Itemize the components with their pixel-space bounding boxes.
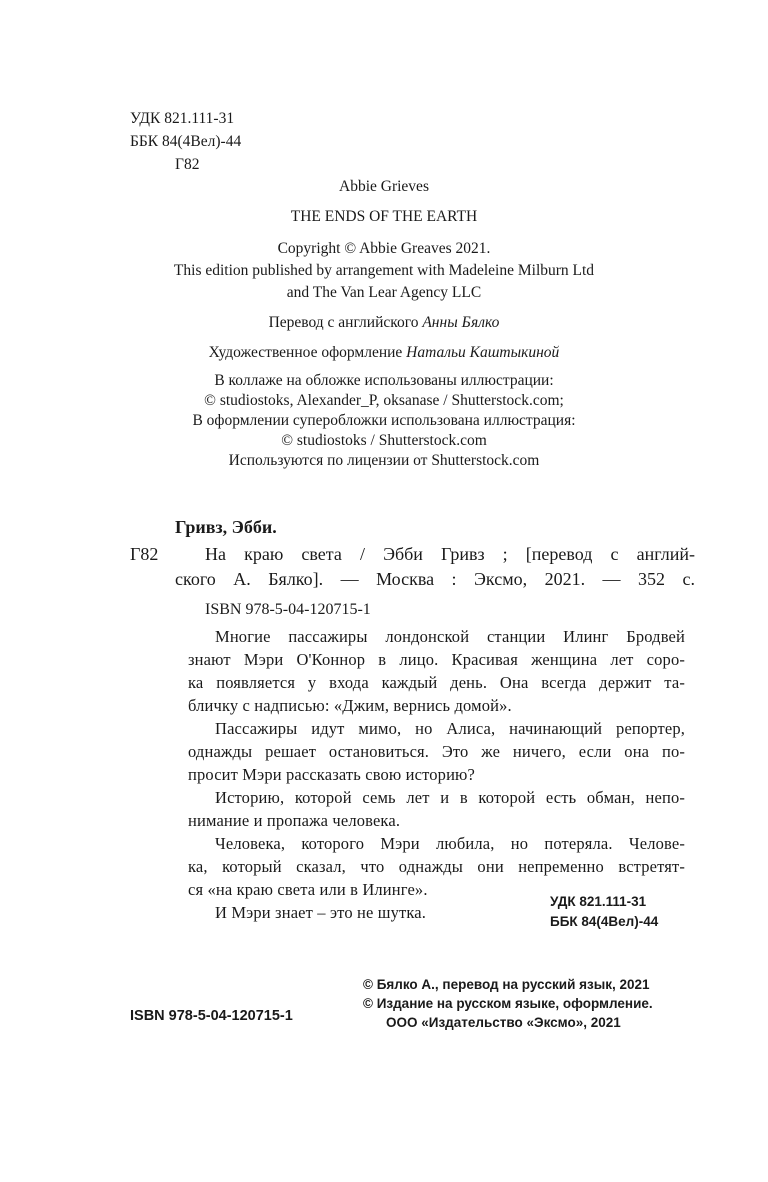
annotation-line: Многие пассажиры лондонской станции Илинг Бродвей xyxy=(215,627,685,646)
catalog-line-2: ского А. Бялко]. — Москва : Эксмо, 2021. — 352 с. xyxy=(175,569,695,589)
illustration-line: Используются по лицензии от Shutterstock.com xyxy=(228,452,540,469)
design-credit xyxy=(0,344,768,362)
copyright-translation: © Бялко А., перевод на русский язык, 2021 xyxy=(363,977,650,992)
translation-credit xyxy=(0,314,768,332)
bottom-bbk: ББК 84(4Вел)-44 xyxy=(550,914,659,929)
bbk-code: ББК 84(4Вел)-44 xyxy=(130,133,242,150)
annotation-line: И Мэри знает – это не шутка. xyxy=(215,903,427,922)
annotation-line: ся «на краю света или в Илинге». xyxy=(188,880,428,899)
edition-line-2: and The Van Lear Agency LLC xyxy=(286,284,482,301)
translation-prefix: Перевод с английского xyxy=(268,314,423,331)
design-prefix: Художественное оформление xyxy=(208,344,407,361)
catalog-mark: Г82 xyxy=(130,544,159,564)
copyright-publisher: ООО «Издательство «Эксмо», 2021 xyxy=(386,1015,621,1030)
translator-name: Анны Бялко xyxy=(422,314,500,331)
original-author: Abbie Grieves xyxy=(339,178,429,195)
bottom-isbn: ISBN 978-5-04-120715-1 xyxy=(130,1008,293,1024)
annotation-line: Человека, которого Мэри любила, но потеряла. Челове- xyxy=(215,834,685,853)
author-mark: Г82 xyxy=(175,156,200,173)
catalog-heading: Гривз, Эбби. xyxy=(175,517,277,537)
edition-line-1: This edition published by arrangement with Madeleine Milburn Ltd xyxy=(173,262,595,279)
annotation-line: нимание и пропажа человека. xyxy=(188,811,401,830)
illustration-line: В коллаже на обложке использованы иллюстрации: xyxy=(214,372,554,389)
designer-name: Натальи Каштыкиной xyxy=(406,344,560,361)
annotation-line: просит Мэри рассказать свою историю? xyxy=(188,765,476,784)
illustration-line: В оформлении суперобложки использована иллюстрация: xyxy=(192,412,576,429)
annotation-line: ка появляется у входа каждый день. Она всегда держит та- xyxy=(188,673,685,692)
annotation-line: бличку с надписью: «Джим, вернись домой». xyxy=(188,696,512,715)
catalog-line-1: На краю света / Эбби Гривз ; [перевод с англий- xyxy=(205,544,695,564)
annotation-line: Историю, которой семь лет и в которой есть обман, непо- xyxy=(215,788,685,807)
annotation-line: знают Мэри О'Коннор в лицо. Красивая женщина лет соро- xyxy=(188,650,685,669)
illustration-line: © studiostoks, Alexander_P, oksanase / Shutterstock.com; xyxy=(204,392,564,409)
annotation-line: однажды решает остановиться. Это же ничего, если она по- xyxy=(188,742,685,761)
illustration-line: © studiostoks / Shutterstock.com xyxy=(281,432,487,449)
annotation-line: ка, который сказал, что однажды они непременно встретят- xyxy=(188,857,685,876)
copyright-edition: © Издание на русском языке, оформление. xyxy=(363,996,653,1011)
bottom-udk: УДК 821.111-31 xyxy=(550,894,647,909)
annotation-line: Пассажиры идут мимо, но Алиса, начинающий репортер, xyxy=(215,719,685,738)
copyright-line: Copyright © Abbie Greaves 2021. xyxy=(277,240,491,257)
original-title: THE ENDS OF THE EARTH xyxy=(290,208,478,225)
catalog-isbn: ISBN 978-5-04-120715-1 xyxy=(205,601,371,618)
udk-code: УДК 821.111-31 xyxy=(130,110,235,127)
